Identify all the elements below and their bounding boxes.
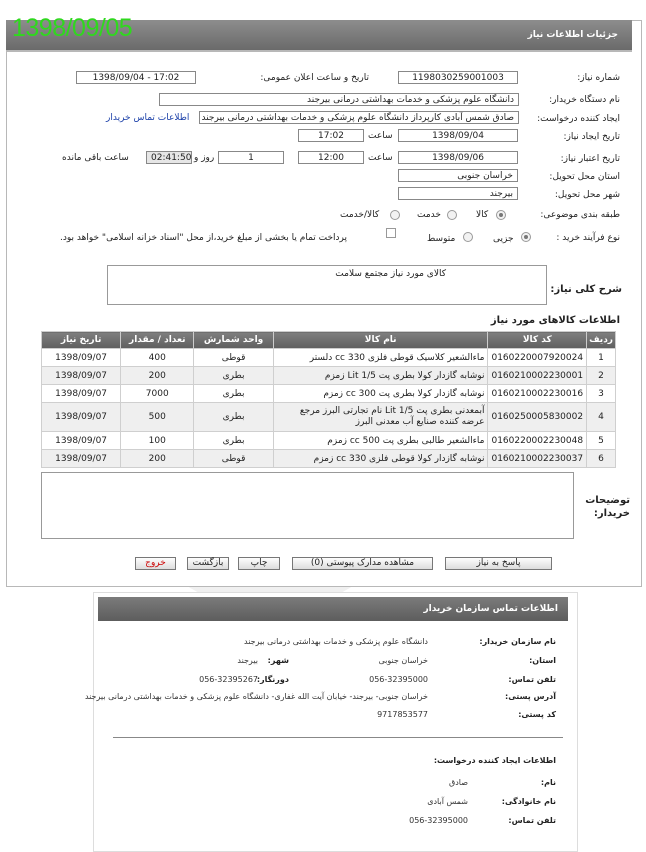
- col-name: نام کالا: [273, 332, 488, 349]
- category-radio-service[interactable]: [447, 210, 457, 220]
- address-label: آدرس پستی:: [505, 692, 556, 701]
- remaining-time-field: 02:41:50: [146, 151, 192, 164]
- cell-qty: 200: [121, 367, 194, 385]
- fax-value: 056-32395267: [199, 675, 258, 684]
- province-field: خراسان جنوبی: [398, 169, 518, 182]
- cell-name: نوشابه گازدار کولا قوطی فلزی 330 cc زمزم: [273, 450, 488, 468]
- col-row: ردیف: [587, 332, 616, 349]
- buyer-notes-box: [41, 472, 574, 539]
- cell-row: 1: [587, 349, 616, 367]
- reply-button[interactable]: پاسخ به نیاز: [445, 557, 552, 570]
- date-stamp: 1398/09/05: [12, 14, 133, 42]
- category-option-both: کالا/خدمت: [340, 210, 380, 220]
- items-table: [41, 331, 616, 468]
- purchase-type-label: نوع فرآیند خرید :: [556, 233, 620, 243]
- req-phone-value: 056-32395000: [409, 816, 468, 825]
- cell-code: 0160210002230016: [488, 385, 587, 403]
- cell-unit: بطری: [194, 385, 274, 403]
- cell-date: 1398/09/07: [42, 450, 121, 468]
- cell-unit: بطری: [194, 367, 274, 385]
- creator-label: ایجاد کننده درخواست:: [537, 114, 620, 124]
- cell-code: 0160210002230037: [488, 450, 587, 468]
- address-value: خراسان جنوبی- بیرجند- خیابان آیت الله غفاری- دانشگاه علوم پزشکی و خدمات بهداشتی درمانی بیرجند: [84, 692, 428, 701]
- created-date-label: تاریخ ایجاد نیاز:: [563, 132, 620, 142]
- cell-date: 1398/09/07: [42, 349, 121, 367]
- cell-unit: قوطی: [194, 450, 274, 468]
- city-label: شهر:: [267, 656, 289, 665]
- family-label: نام خانوادگی:: [501, 797, 556, 806]
- purchase-radio-medium[interactable]: [463, 232, 473, 242]
- city-field: بیرجند: [398, 187, 518, 200]
- cell-name: آبمعدنی بطری پت Lit 1/5 نام تجارتی البرز مرجع عرضه کننده صنایع آب معدنی البرز: [273, 403, 488, 432]
- treasury-note: پرداخت تمام یا بخشی از مبلغ خرید،از محل "اسناد خزانه اسلامی" خواهد بود.: [60, 233, 348, 243]
- cell-code: 0160220007920024: [488, 349, 587, 367]
- cell-code: 0160210002230001: [488, 367, 587, 385]
- req-phone-label: تلفن تماس:: [508, 816, 556, 825]
- cell-unit: قوطی: [194, 349, 274, 367]
- phone-label: تلفن تماس:: [508, 675, 556, 684]
- days-label: روز و: [194, 153, 215, 163]
- name-value: صادق: [449, 778, 468, 787]
- description-box: [107, 265, 547, 305]
- items-section-title: اطلاعات کالاهای مورد نیاز: [490, 315, 620, 326]
- contact-card-title: اطلاعات تماس سازمان خریدار: [423, 604, 558, 614]
- city-value: بیرجند: [237, 656, 258, 665]
- buyer-notes-label: توضیحات خریدار:: [585, 495, 630, 519]
- days-field: 1: [218, 151, 284, 164]
- cell-unit: بطری: [194, 432, 274, 450]
- description-text: کالای مورد نیاز مجتمع سلامت: [335, 269, 446, 279]
- col-unit: واحد شمارش: [194, 332, 274, 349]
- remaining-label: ساعت باقی مانده: [62, 153, 129, 163]
- buyer-org-field: دانشگاه علوم پزشکی و خدمات بهداشتی درمانی بیرجند: [159, 93, 519, 106]
- valid-date-field: 1398/09/06: [398, 151, 518, 164]
- cell-unit: بطری: [194, 403, 274, 432]
- contact-info-link[interactable]: اطلاعات تماس خریدار: [106, 113, 190, 123]
- category-radio-goods[interactable]: [496, 210, 506, 220]
- cell-name: ماءالشعیر طالبی بطری پت 500 cc زمزم: [273, 432, 488, 450]
- col-code: کد کالا: [488, 332, 587, 349]
- print-button[interactable]: چاپ: [238, 557, 280, 570]
- cell-row: 4: [587, 403, 616, 432]
- attachments-button[interactable]: مشاهده مدارک پیوستی (0): [292, 557, 433, 570]
- cell-qty: 400: [121, 349, 194, 367]
- cell-qty: 7000: [121, 385, 194, 403]
- contact-card-header: [98, 597, 568, 621]
- category-label: طبقه بندی موضوعی:: [540, 210, 620, 220]
- fax-label: دورنگار:: [256, 675, 289, 684]
- col-date: تاریخ نیاز: [42, 332, 121, 349]
- cell-name: ماءالشعیر کلاسیک قوطی فلزی 330 cc دلستر: [273, 349, 488, 367]
- city-label: شهر محل تحویل:: [554, 190, 620, 200]
- cell-name: نوشابه گازدار کولا بطری پت Lit 1/5 زمزم: [273, 367, 488, 385]
- valid-time-field: 12:00: [298, 151, 364, 164]
- org-value: دانشگاه علوم پزشکی و خدمات بهداشتی درمانی بیرجند: [244, 637, 428, 646]
- cell-qty: 500: [121, 403, 194, 432]
- exit-button[interactable]: خروج: [135, 557, 176, 570]
- cell-date: 1398/09/07: [42, 432, 121, 450]
- table-row: [42, 432, 616, 450]
- table-row: [42, 367, 616, 385]
- treasury-checkbox[interactable]: [386, 228, 396, 238]
- table-row: [42, 403, 616, 432]
- requester-title: اطلاعات ایجاد کننده درخواست:: [433, 756, 556, 765]
- category-option-service: خدمت: [417, 210, 441, 220]
- phone-value: 056-32395000: [369, 675, 428, 684]
- need-number-field: 1198030259001003: [398, 71, 518, 84]
- created-date-field: 1398/09/04: [398, 129, 518, 142]
- province-value: خراسان جنوبی: [378, 656, 428, 665]
- announce-label: تاریخ و ساعت اعلان عمومی:: [260, 73, 369, 83]
- name-label: نام:: [540, 778, 556, 787]
- need-number-label: شماره نیاز:: [577, 73, 620, 83]
- divider: [113, 737, 563, 738]
- postal-value: 9717853577: [377, 710, 428, 719]
- table-row: [42, 349, 616, 367]
- cell-row: 6: [587, 450, 616, 468]
- created-time-field: 17:02: [298, 129, 364, 142]
- table-row: [42, 450, 616, 468]
- description-label: شرح کلی نیاز:: [550, 284, 622, 295]
- cell-row: 2: [587, 367, 616, 385]
- org-label: نام سازمان خریدار:: [479, 637, 556, 646]
- cell-code: 0160220002230048: [488, 432, 587, 450]
- valid-time-label: ساعت: [368, 153, 393, 163]
- announce-field: 1398/09/04 - 17:02: [76, 71, 196, 84]
- valid-date-label: تاریخ اعتبار نیاز:: [560, 154, 620, 164]
- table-row: [42, 385, 616, 403]
- cell-qty: 200: [121, 450, 194, 468]
- province-label: استان محل تحویل:: [549, 172, 620, 182]
- back-button[interactable]: بازگشت: [187, 557, 229, 570]
- created-time-label: ساعت: [368, 131, 393, 141]
- contact-card: [93, 592, 578, 852]
- cell-code: 0160250005830002: [488, 403, 587, 432]
- creator-field: صادق شمس آبادی کارپرداز دانشگاه علوم پزشکی و خدمات بهداشتی درمانی بیرجند: [199, 111, 519, 124]
- category-option-goods: کالا: [476, 210, 489, 220]
- cell-row: 5: [587, 432, 616, 450]
- purchase-option-medium: متوسط: [427, 234, 456, 244]
- family-value: شمس آبادی: [427, 797, 468, 806]
- col-qty: تعداد / مقدار: [121, 332, 194, 349]
- purchase-option-minor: جزیی: [493, 234, 514, 244]
- page-title: جزئیات اطلاعات نیاز: [527, 30, 618, 40]
- cell-qty: 100: [121, 432, 194, 450]
- cell-row: 3: [587, 385, 616, 403]
- buyer-org-label: نام دستگاه خریدار:: [549, 95, 620, 105]
- category-radio-both[interactable]: [390, 210, 400, 220]
- province-label: استان:: [529, 656, 556, 665]
- purchase-radio-minor[interactable]: [521, 232, 531, 242]
- items-table-wrap: [41, 331, 616, 468]
- cell-date: 1398/09/07: [42, 385, 121, 403]
- cell-date: 1398/09/07: [42, 367, 121, 385]
- postal-label: کد پستی:: [518, 710, 556, 719]
- cell-name: نوشابه گازدار کولا بطری پت 300 cc زمزم: [273, 385, 488, 403]
- cell-date: 1398/09/07: [42, 403, 121, 432]
